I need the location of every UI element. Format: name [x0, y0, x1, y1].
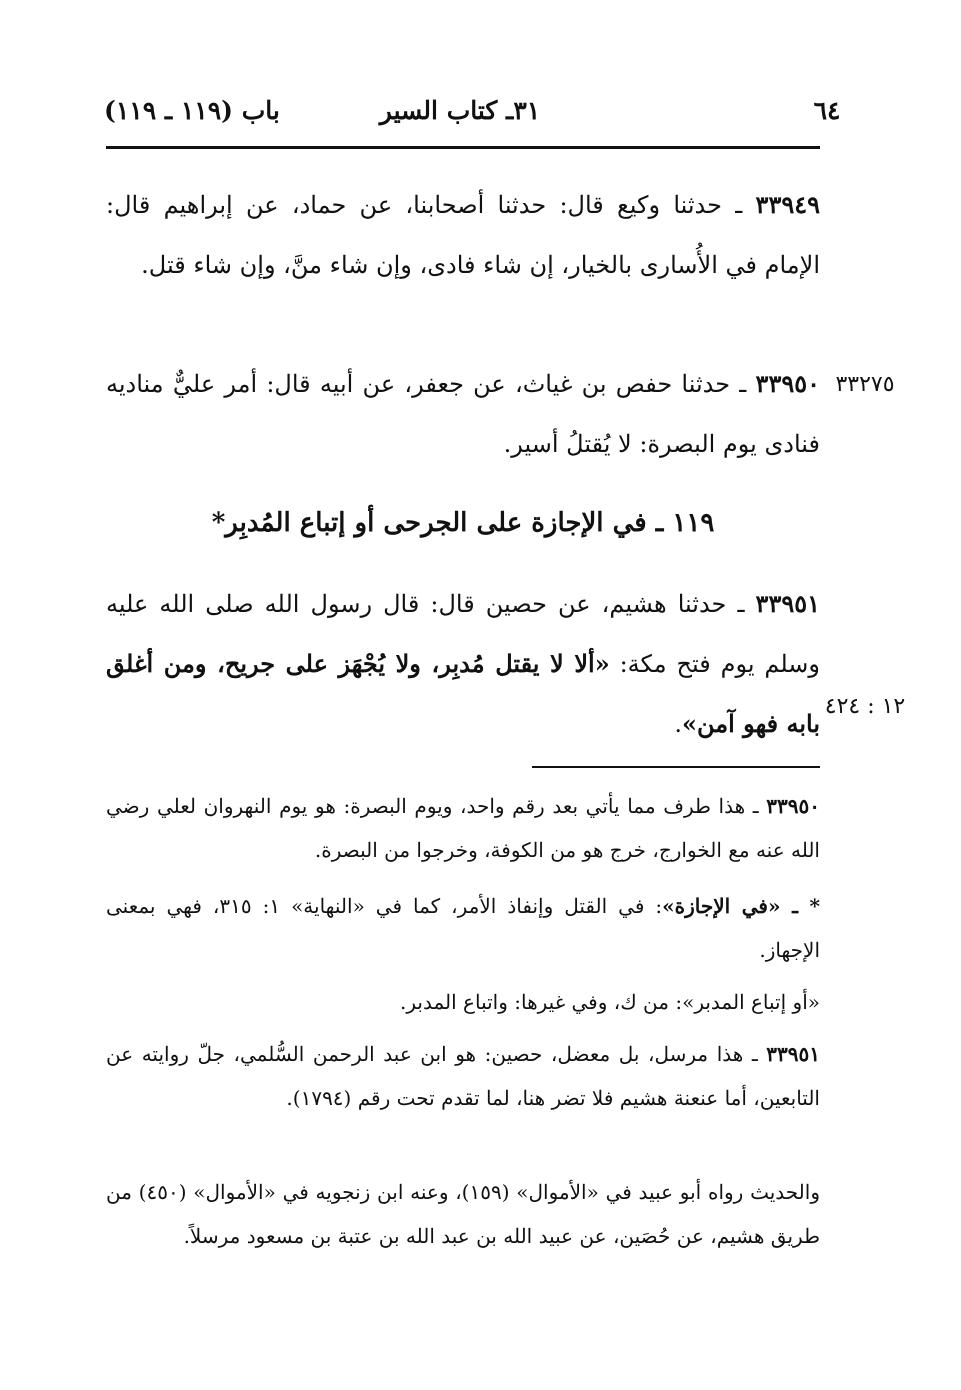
- footnote-marker: * ـ «في الإجازة»: [662, 894, 820, 918]
- footnote: [106, 980, 820, 1024]
- margin-reference: ١٢ : ٤٢٤: [824, 694, 906, 719]
- page-number: ٦٤: [813, 96, 841, 125]
- margin-reference: ٣٣٢٧٥: [835, 372, 895, 397]
- hadith-number: ٣٣٩٥٠: [755, 369, 820, 398]
- footnote-separator: [532, 766, 820, 768]
- hadith-33949: [106, 175, 820, 295]
- footnote-text: ـ هذا مرسل، بل معضل، حصين: هو ابن عبد الرحمن السُّلمي، جلّ روايته عن التابعين، أما عنعنة هشيم فلا تضر هنا، لما تقدم تحت رقم (١٧٩٤).: [106, 1042, 820, 1110]
- hadith-33950: [106, 354, 820, 474]
- hadith-text: ـ حدثنا وكيع قال: حدثنا أصحابنا، عن حماد، عن إبراهيم قال: الإمام في الأُسارى بالخيار، إن شاء فادى، وإن شاء منَّ، وإن شاء قتل.: [106, 191, 820, 279]
- footnote-text: : في القتل وإنفاذ الأمر، كما في «النهاية» ١: ٣١٥، فهي بمعنى الإجهاز.: [106, 894, 820, 962]
- footnote-text: ـ هذا طرف مما يأتي بعد رقم واحد، ويوم البصرة: هو يوم النهروان لعلي رضي الله عنه مع الخوارج، خرج هو من الكوفة، وخرجوا من البصرة.: [106, 794, 820, 862]
- footnote: [106, 1170, 820, 1258]
- footnote: [106, 784, 820, 872]
- hadith-text-end: .: [674, 710, 683, 738]
- hadith-33951: [106, 574, 820, 754]
- footnote: [106, 884, 820, 972]
- header-rule: [106, 146, 820, 149]
- chapter-range: باب (١١٩ ـ ١١٩): [104, 96, 280, 125]
- chapter-heading: ١١٩ ـ في الإجازة على الجرحى أو إتباع المُدبِر*: [211, 508, 715, 538]
- hadith-number: ٣٣٩٤٩: [755, 190, 820, 219]
- hadith-text: ـ حدثنا حفص بن غياث، عن جعفر، عن أبيه قال: أمر عليٌّ مناديه فنادى يوم البصرة: لا يُقتلُ أسير.: [106, 370, 820, 458]
- footnote-number: ٣٣٩٥١: [766, 1042, 820, 1066]
- footnote-text: والحديث رواه أبو عبيد في «الأموال» (١٥٩)، وعنه ابن زنجويه في «الأموال» (٤٥٠) من طريق هشيم، عن حُصَين، عن عبيد الله بن عبد الله بن عتبة بن مسعود مرسلاً.: [106, 1180, 820, 1248]
- prophetic-saying: «ألا لا يقتل مُدبِر، ولا يُجْهَز على جريح، ومن أغلق بابه فهو آمن»: [106, 649, 820, 738]
- book-title: ٣١ـ كتاب السير: [379, 96, 541, 125]
- hadith-text: ـ حدثنا هشيم، عن حصين قال: قال رسول الله صلى الله عليه وسلم يوم فتح مكة:: [106, 590, 821, 678]
- hadith-number: ٣٣٩٥١: [755, 589, 820, 618]
- footnote: [106, 1032, 820, 1120]
- footnote-text: «أو إتباع المدبر»: من ك، وفي غيرها: واتباع المدبر.: [400, 990, 820, 1014]
- footnote-number: ٣٣٩٥٠: [766, 794, 820, 818]
